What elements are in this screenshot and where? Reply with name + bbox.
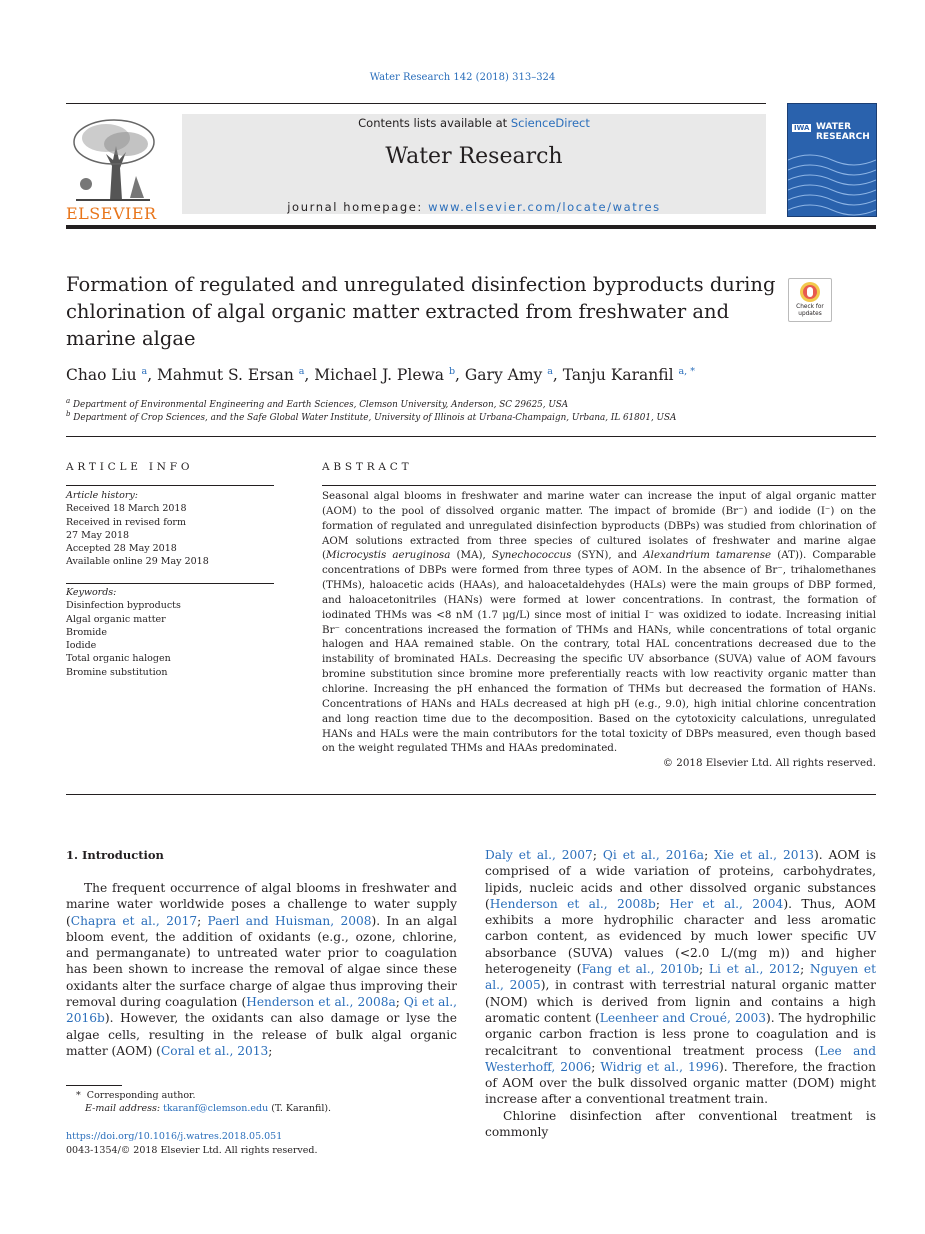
divider [66, 485, 274, 486]
contents-line [182, 116, 766, 130]
citation-link[interactable]: Henderson et al., 2008b [489, 896, 656, 911]
keyword: Bromide [66, 626, 107, 638]
abstract-heading: ABSTRACT [322, 461, 413, 473]
cover-logo: IWA [794, 124, 810, 132]
keyword-list [66, 586, 276, 679]
email-name: (T. Karanfil). [268, 1103, 332, 1114]
citation-link[interactable]: Chapra et al., 2017 [70, 913, 198, 928]
body-text: ; [699, 962, 709, 977]
email-link[interactable]: tkaranf@clemson.edu [163, 1103, 269, 1114]
divider [66, 583, 274, 584]
email-line [66, 1102, 331, 1115]
abstract-segment: (SYN), and [571, 549, 644, 562]
body-text: ; [197, 913, 208, 928]
body-text: ; [268, 1043, 273, 1058]
paragraph [485, 847, 876, 1108]
article-title: Formation of regulated and unregulated disinfection byproducts during chlorination of algal organic matter extracted from freshwater and marine algae [66, 273, 776, 350]
species-name: Microcystis aeruginosa [326, 549, 451, 562]
body-text: ; [591, 1059, 601, 1074]
cover-title-1: WATER [816, 122, 852, 132]
citation-link[interactable]: Coral et al., 2013 [160, 1043, 269, 1058]
affiliation-b-label: b [66, 410, 71, 418]
body-text: The frequent occurrence of algal blooms in freshwater and marine water worldwide poses a challenge to water supply ( [66, 881, 457, 928]
citation-link[interactable]: Henderson et al., 2008a [246, 995, 396, 1010]
history-label: Article history: [66, 490, 138, 501]
elsevier-logo[interactable] [66, 114, 160, 223]
footnote [66, 1089, 331, 1115]
author-affiliation-mark[interactable]: a [547, 366, 553, 377]
email-label: E-mail address: [85, 1103, 164, 1114]
citation-link[interactable]: Daly et al., 2007 [485, 848, 593, 862]
divider [322, 485, 876, 486]
body-text: ). In an algal bloom event, the addition of oxidants (e.g., ozone, chlorine, and permanganate) to untreated water prior to coagulation has been shown to increase the removal of algae since these oxidants alter the surface charge of algae thus improving their removal during coagulation ( [66, 913, 457, 1010]
affiliation-a-text: Department of Environmental Engineering and Earth Sciences, Clemson University, Anderson, SC 29625, USA [72, 399, 569, 410]
history-item: Received 18 March 2018 [66, 503, 187, 515]
abstract-segment: Seasonal algal blooms in freshwater and marine water can increase the input of algal organic matter (AOM) to the pool of dissolved organic matter. The impact of bromide (Br⁻) and iodide (I⁻) on the formation of regulated and unregulated disinfection byproducts (DBPs) was studied from chlorination of AOM solutions extracted from three species of cultured isolates of freshwater and marine algae ( [322, 490, 876, 562]
history-item: Available online 29 May 2018 [66, 556, 209, 568]
author-affiliation-mark[interactable]: b [448, 366, 456, 377]
body-column-left [66, 880, 457, 1059]
journal-cover[interactable] [787, 103, 877, 217]
author-list: Chao Liu $^a$, Mahmut S. Ersan $^a$, Michael J. Plewa $^b$, Gary Amy $^a$, Tanju Karanfil $^{a, *}$ [66, 366, 695, 385]
affiliation-b-text: Department of Crop Sciences, and the Safe Global Water Institute, University of Illinois at Urbana-Champaign, Urbana, IL 61801, USA [73, 412, 677, 423]
doi-link[interactable]: https://doi.org/10.1016/j.watres.2018.05.051 [66, 1131, 283, 1142]
contents-prefix: Contents lists available at [358, 116, 511, 130]
citation-link[interactable]: Leenheer and Croué, 2003 [599, 1010, 767, 1025]
body-text: ; [704, 848, 715, 862]
divider [66, 436, 876, 437]
body-text: ), in contrast with terrestrial natural organic matter (NOM) which is derived from lignin and contains a high aromatic content ( [485, 978, 876, 1025]
citation-link[interactable]: Qi et al., 2016b [66, 995, 457, 1026]
body-column-right [485, 847, 876, 1140]
author-affiliation-mark[interactable]: a [298, 366, 305, 377]
keyword: Iodide [66, 640, 97, 652]
body-text: ). The hydrophilic organic carbon fraction is less prone to coagulation and is recalcitrant to conventional treatment process ( [485, 1010, 876, 1058]
author-name[interactable]: Tanju Karanfil [562, 366, 674, 385]
body-text: ; [800, 962, 810, 977]
citation-link[interactable]: Xie et al., 2013 [714, 848, 814, 862]
citation-link[interactable]: Her et al., 2004 [669, 896, 784, 911]
check-updates-label: Check for updates [796, 304, 824, 317]
abstract-segment: (AT)). Comparable concentrations of DBPs were formed from three types of AOM. In the absence of Br⁻, trihalomethanes (THMs), haloacetic acids (HAAs), and haloacetaldehydes (HALs) were the main groups of DBP formed, and haloacetonitriles (HANs) were formed at lower concentrations. In contrast, the formation of iodinated THMs was <8 nM (1.7 μg/L) since most of initial I⁻ was oxidized to iodate. Increasing initial Br⁻ concentrations increased the formation of THMs and HANs, while concentrations of total organic halogen and HAA remained stable. On the contrary, total HAL concentrations decreased due to the instability of brominated HALs. Decreasing the specific UV absorbance (SUVA) value of AOM favours bromine substitution since bromine more preferentially reacts with low reactivity organic matter than chlorine. Increasing the pH enhanced the formation of THMs but decreased the formation of HANs. Concentrations of HANs and HALs decreased at high pH (e.g., 9.0), high initial chlorine concentration and long reaction time due to the decomposition. Based on the cytotoxicity calculations, unregulated HANs and HALs were the main contributors for the total toxicity of DBPs measured, even though based on the weight regulated THMs and HAAs predominated. [322, 549, 877, 755]
abstract-segment: (MA), [450, 549, 492, 562]
cover-wave-icon [788, 150, 876, 216]
cover-title-2: RESEARCH [816, 132, 870, 142]
affiliation-a [66, 397, 568, 410]
header-rule [66, 103, 766, 104]
keyword: Total organic halogen [66, 653, 171, 665]
citation-link[interactable]: Widrig et al., 1996 [600, 1059, 719, 1074]
body-text: ; [592, 848, 603, 862]
body-text: ). Therefore, the fraction of AOM over the bulk dissolved organic matter (DOM) might increase after a conventional treatment train. [485, 1059, 876, 1107]
homepage-prefix: journal homepage: [287, 200, 429, 214]
issn-line: 0043-1354/© 2018 Elsevier Ltd. All rights reserved. [66, 1145, 318, 1156]
publisher-wordmark: ELSEVIER [66, 204, 157, 223]
author-name[interactable]: Mahmut S. Ersan [157, 366, 294, 385]
history-item: Accepted 28 May 2018 [66, 543, 177, 555]
keywords-label: Keywords: [66, 587, 117, 598]
history-item: 27 May 2018 [66, 529, 130, 541]
body-text: ). However, the oxidants can also damage or lyse the algae cells, resulting in the release of bulk algal organic matter (AOM) ( [66, 1011, 457, 1058]
affiliation-a-label: a [66, 397, 71, 405]
author-affiliation-mark[interactable]: a, * [678, 366, 695, 377]
citation-link[interactable]: Nguyen et al., 2005 [485, 962, 877, 993]
author-name[interactable]: Chao Liu [66, 366, 137, 385]
species-name: Synechococcus [491, 549, 572, 562]
author-name[interactable]: Michael J. Plewa [314, 366, 445, 385]
author-affiliation-mark[interactable]: a [141, 366, 148, 377]
abstract-text [322, 489, 876, 756]
footnote-rule [66, 1085, 122, 1086]
body-text: ). Thus, AOM exhibits a more hydrophilic character and less aromatic carbon content, as evidenced by much lower specific UV absorbance (SUVA) values (<2.0 L/(mg m)) and higher heterogeneity ( [485, 896, 877, 977]
history-item: Received in revised form [66, 516, 186, 528]
homepage-link[interactable]: www.elsevier.com/locate/watres [428, 200, 661, 214]
journal-reference[interactable]: Water Research 142 (2018) 313–324 [369, 72, 556, 83]
corresponding-label: Corresponding author. [86, 1090, 196, 1101]
keyword: Bromine substitution [66, 666, 168, 678]
check-for-updates-badge[interactable] [788, 278, 832, 322]
check-updates-icon [799, 281, 821, 303]
body-text: ; [655, 896, 670, 911]
sciencedirect-link[interactable]: ScienceDirect [510, 116, 590, 130]
journal-header [182, 114, 766, 214]
footnote-mark: * [76, 1090, 81, 1101]
section-heading: 1. Introduction [66, 848, 164, 862]
citation-link[interactable]: Fang et al., 2010b [581, 962, 700, 977]
body-text: ; [395, 995, 404, 1010]
body-text: ). AOM is comprised of a wide variation of proteins, carbohydrates, lipids, nucleic acids and other dissolved organic substances ( [485, 848, 876, 911]
journal-name: Water Research [385, 144, 563, 169]
author-name[interactable]: Gary Amy [464, 366, 543, 385]
citation-link[interactable]: Lee and Westerhoff, 2006 [485, 1043, 876, 1074]
article-info-heading: ARTICLE INFO [66, 461, 194, 473]
article-history [66, 489, 276, 569]
citation-link[interactable]: Li et al., 2012 [708, 962, 801, 977]
corresponding-author [66, 1089, 331, 1102]
paragraph: Chlorine disinfection after conventional treatment is commonly [485, 1108, 876, 1140]
species-name: Alexandrium tamarense [643, 549, 772, 562]
abstract-copyright: © 2018 Elsevier Ltd. All rights reserved. [662, 757, 876, 769]
keyword: Algal organic matter [66, 613, 166, 625]
elsevier-tree-icon [66, 114, 160, 202]
citation-link[interactable]: Paerl and Huisman, 2008 [207, 913, 372, 928]
affiliation-b [66, 410, 676, 423]
divider [66, 794, 876, 795]
keyword: Disinfection byproducts [66, 600, 181, 612]
homepage-line [182, 200, 766, 214]
header-thick-rule [66, 225, 876, 229]
citation-link[interactable]: Qi et al., 2016a [602, 848, 705, 862]
